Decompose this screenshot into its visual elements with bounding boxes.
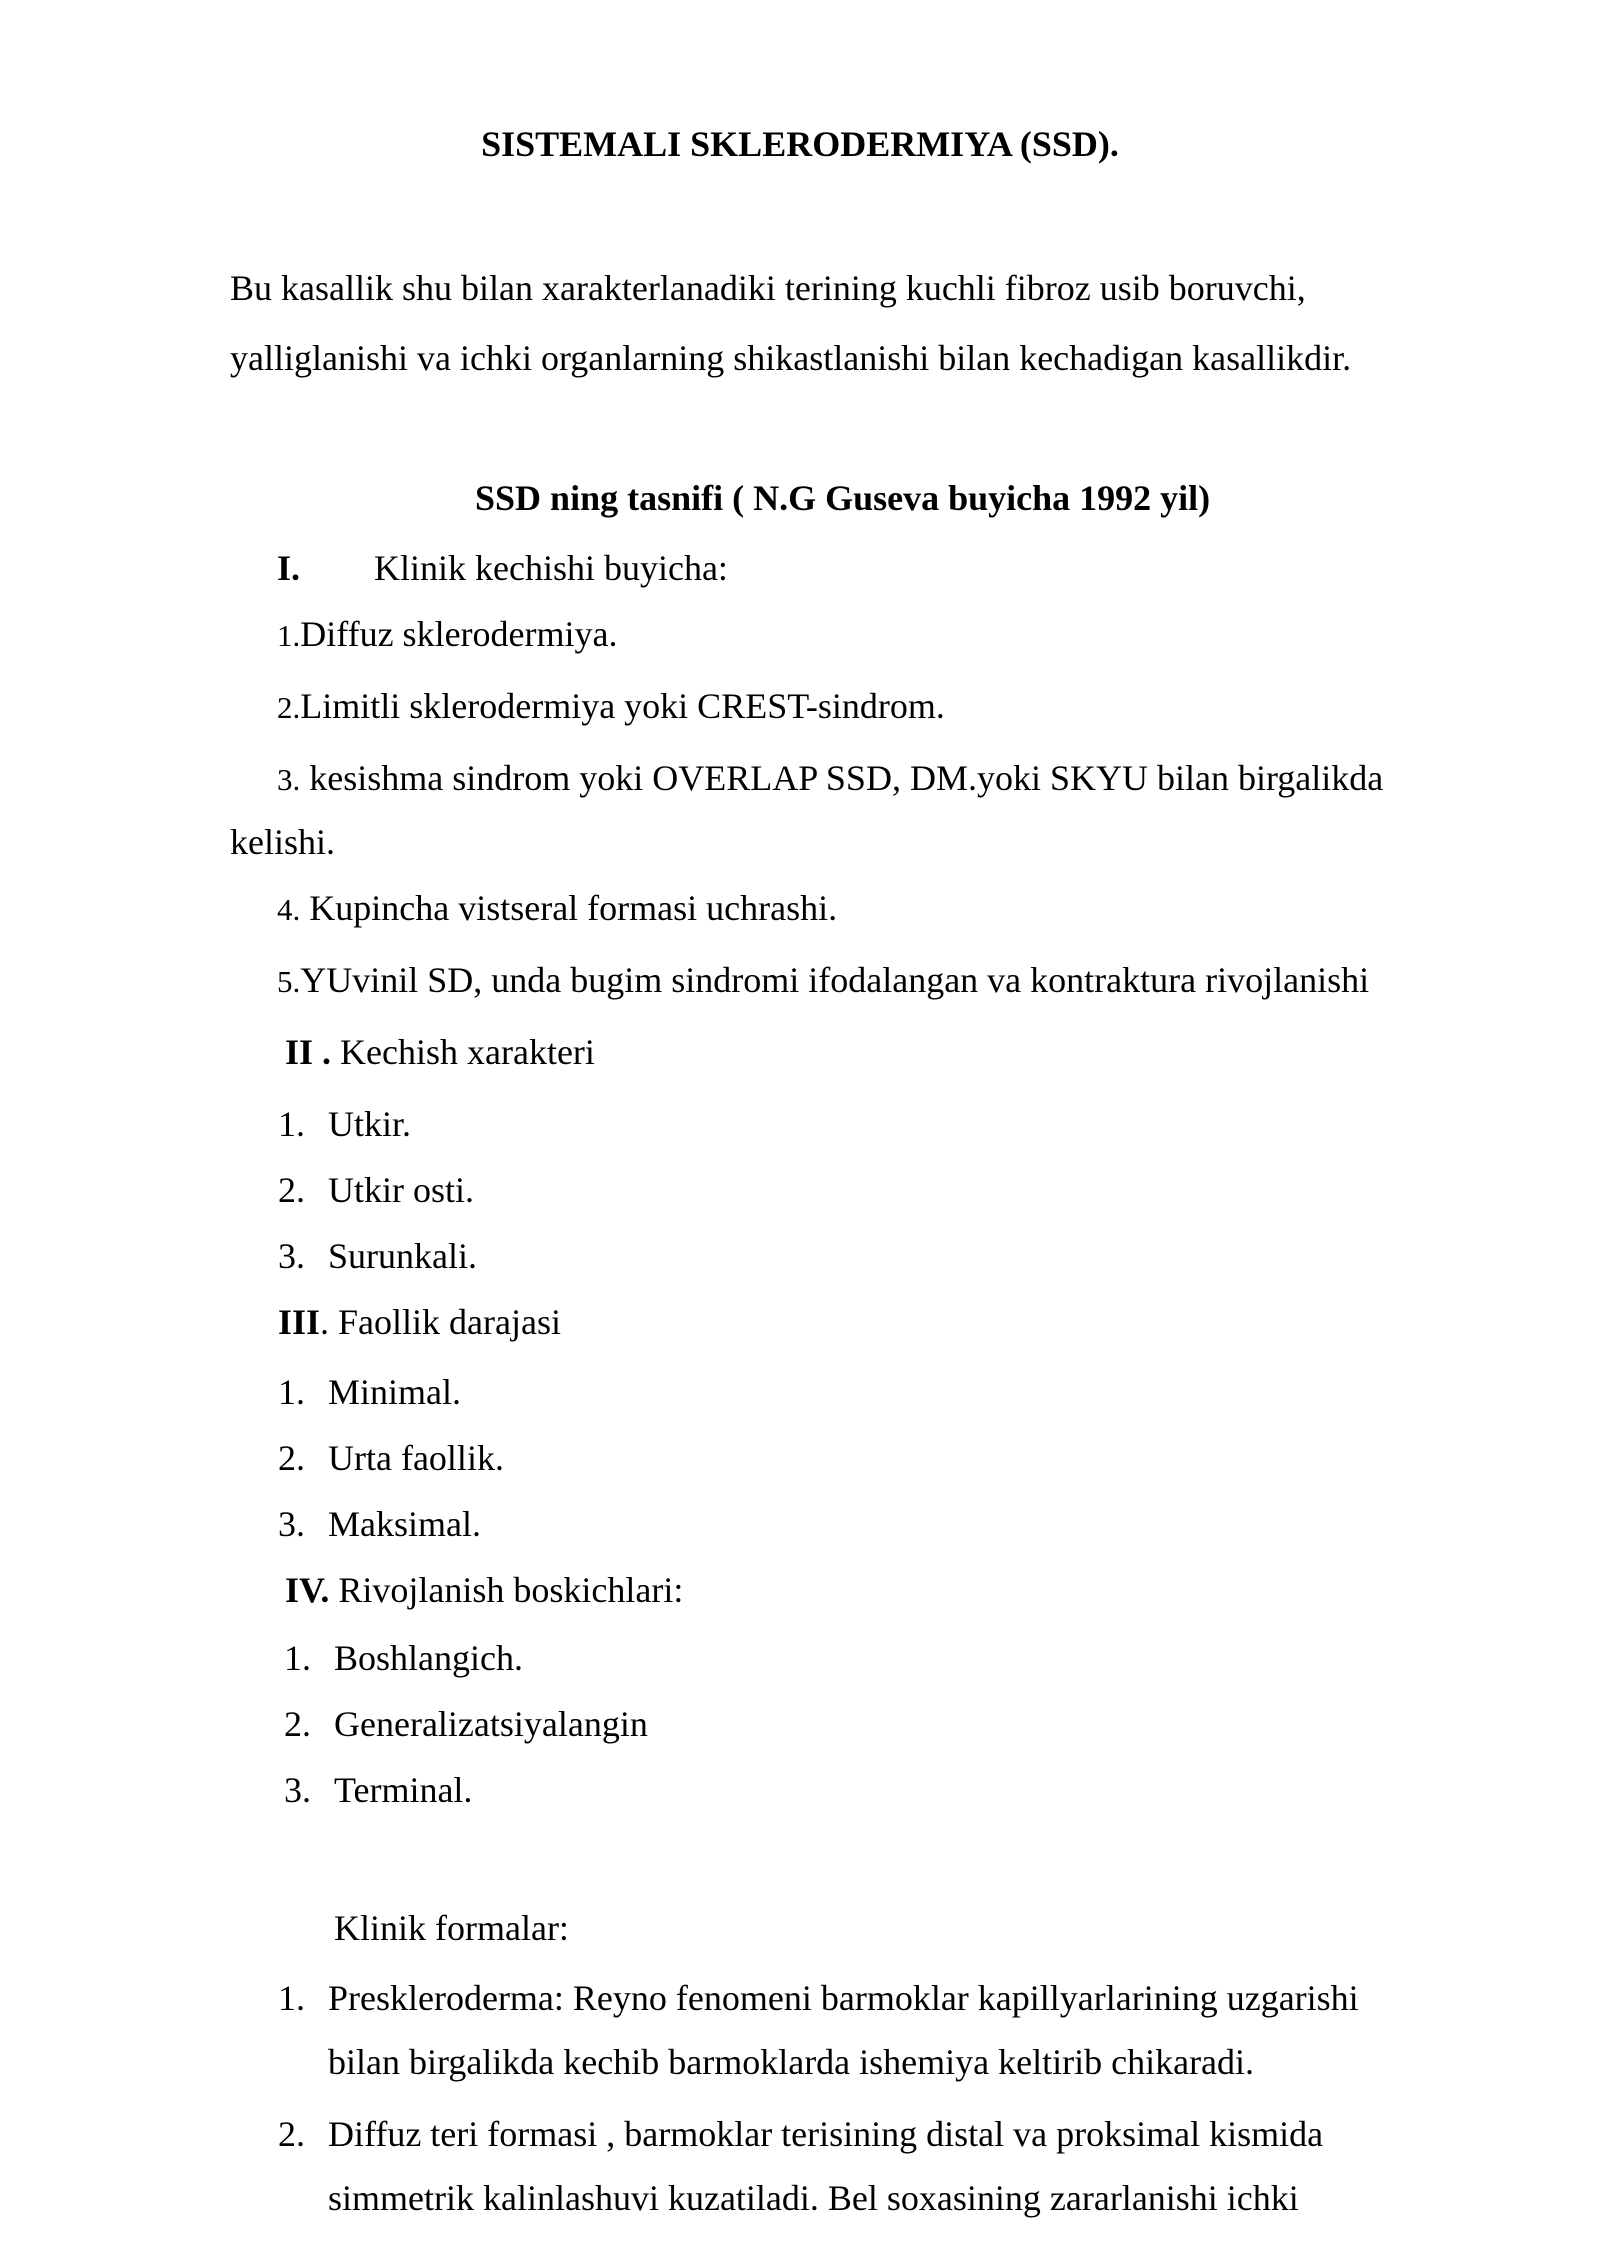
list-number: 4. <box>277 892 301 927</box>
section2-item-1 <box>278 1102 411 1146</box>
intro-line-2: yalliglanishi va ichki organlarning shikastlanishi bilan kechadigan kasallikdir. <box>230 338 1352 378</box>
list-text: kesishma sindrom yoki OVERLAP SSD, DM.yoki SKYU bilan birgalikda <box>309 758 1384 798</box>
list-number: 1. <box>278 1104 305 1144</box>
list-number: 3. <box>277 762 301 797</box>
section1-item-1 <box>277 612 617 658</box>
section3-numeral: III <box>278 1302 321 1342</box>
list-text: Preskleroderma: Reyno fenomeni barmoklar kapillyarlarining uzgarishi <box>328 1978 1359 2018</box>
section1-title: Klinik kechishi buyicha: <box>374 548 728 588</box>
list-text: Diffuz teri formasi , barmoklar terisining distal va proksimal kismida <box>328 2114 1324 2154</box>
list-text: Boshlangich. <box>334 1638 523 1678</box>
section1-numeral: I. <box>277 548 301 588</box>
section2-numeral: II . <box>285 1032 332 1072</box>
section2-title: Kechish xarakteri <box>340 1032 595 1072</box>
list-number: 2. <box>278 1170 305 1210</box>
section1-item-3-continuation: kelishi. <box>230 822 335 862</box>
clinical-forms-heading: Klinik formalar: <box>334 1908 569 1948</box>
list-text: Surunkali. <box>328 1236 477 1276</box>
section1-item-2 <box>277 684 945 730</box>
list-number: 1. <box>277 618 301 653</box>
list-number: 2. <box>278 2114 305 2154</box>
clinical-form-1-line-2: bilan birgalikda kechib barmoklarda ishemiya keltirib chikaradi. <box>328 2042 1255 2082</box>
section4-numeral: IV. <box>285 1570 330 1610</box>
list-text: YUvinil SD, unda bugim sindromi ifodalangan va kontraktura rivojlanishi <box>300 960 1370 1000</box>
list-number: 2. <box>284 1704 311 1744</box>
list-number: 1. <box>284 1638 311 1678</box>
list-text: Kupincha vistseral formasi uchrashi. <box>309 888 838 928</box>
list-text: Utkir. <box>328 1104 412 1144</box>
clinical-form-2-line-2: simmetrik kalinlashuvi kuzatiladi. Bel soxasining zararlanishi ichki <box>328 2178 1299 2218</box>
section4-title: Rivojlanish boskichlari: <box>338 1570 684 1610</box>
list-number: 1. <box>278 1978 305 2018</box>
section1-item-4 <box>277 886 837 932</box>
section2-item-2 <box>278 1168 474 1212</box>
clinical-form-2-line-1 <box>278 2112 1323 2156</box>
list-number: 5. <box>277 964 301 999</box>
section1-item-3 <box>277 756 1383 802</box>
list-text: Generalizatsiyalangin <box>334 1704 648 1744</box>
section3-item-2 <box>278 1436 504 1480</box>
document-title: SISTEMALI SKLERODERMIYA (SSD). <box>481 124 1119 164</box>
list-number: 2. <box>277 690 301 725</box>
list-text: Utkir osti. <box>328 1170 475 1210</box>
list-text: Limitli sklerodermiya yoki CREST-sindrom. <box>300 686 945 726</box>
list-text: Minimal. <box>328 1372 461 1412</box>
intro-line-1: Bu kasallik shu bilan xarakterlanadiki terining kuchli fibroz usib boruvchi, <box>230 268 1306 308</box>
section4-item-1 <box>284 1636 523 1680</box>
section2-item-3 <box>278 1234 477 1278</box>
section4-heading <box>285 1568 683 1612</box>
list-number: 3. <box>278 1504 305 1544</box>
section3-heading <box>278 1300 561 1344</box>
section3-item-3 <box>278 1502 481 1546</box>
section4-item-2 <box>284 1702 648 1746</box>
section3-title: . Faollik darajasi <box>320 1302 561 1342</box>
section2-heading <box>285 1030 595 1074</box>
list-text: Urta faollik. <box>328 1438 504 1478</box>
clinical-form-1-line-1 <box>278 1976 1359 2020</box>
list-number: 2. <box>278 1438 305 1478</box>
section1-item-5 <box>277 958 1369 1004</box>
list-number: 3. <box>278 1236 305 1276</box>
classification-heading: SSD ning tasnifi ( N.G Guseva buyicha 1992 yil) <box>475 478 1211 518</box>
list-text: Diffuz sklerodermiya. <box>300 614 618 654</box>
list-number: 3. <box>284 1770 311 1810</box>
section4-item-3 <box>284 1768 472 1812</box>
section3-item-1 <box>278 1370 461 1414</box>
list-text: Terminal. <box>334 1770 473 1810</box>
list-number: 1. <box>278 1372 305 1412</box>
list-text: Maksimal. <box>328 1504 481 1544</box>
